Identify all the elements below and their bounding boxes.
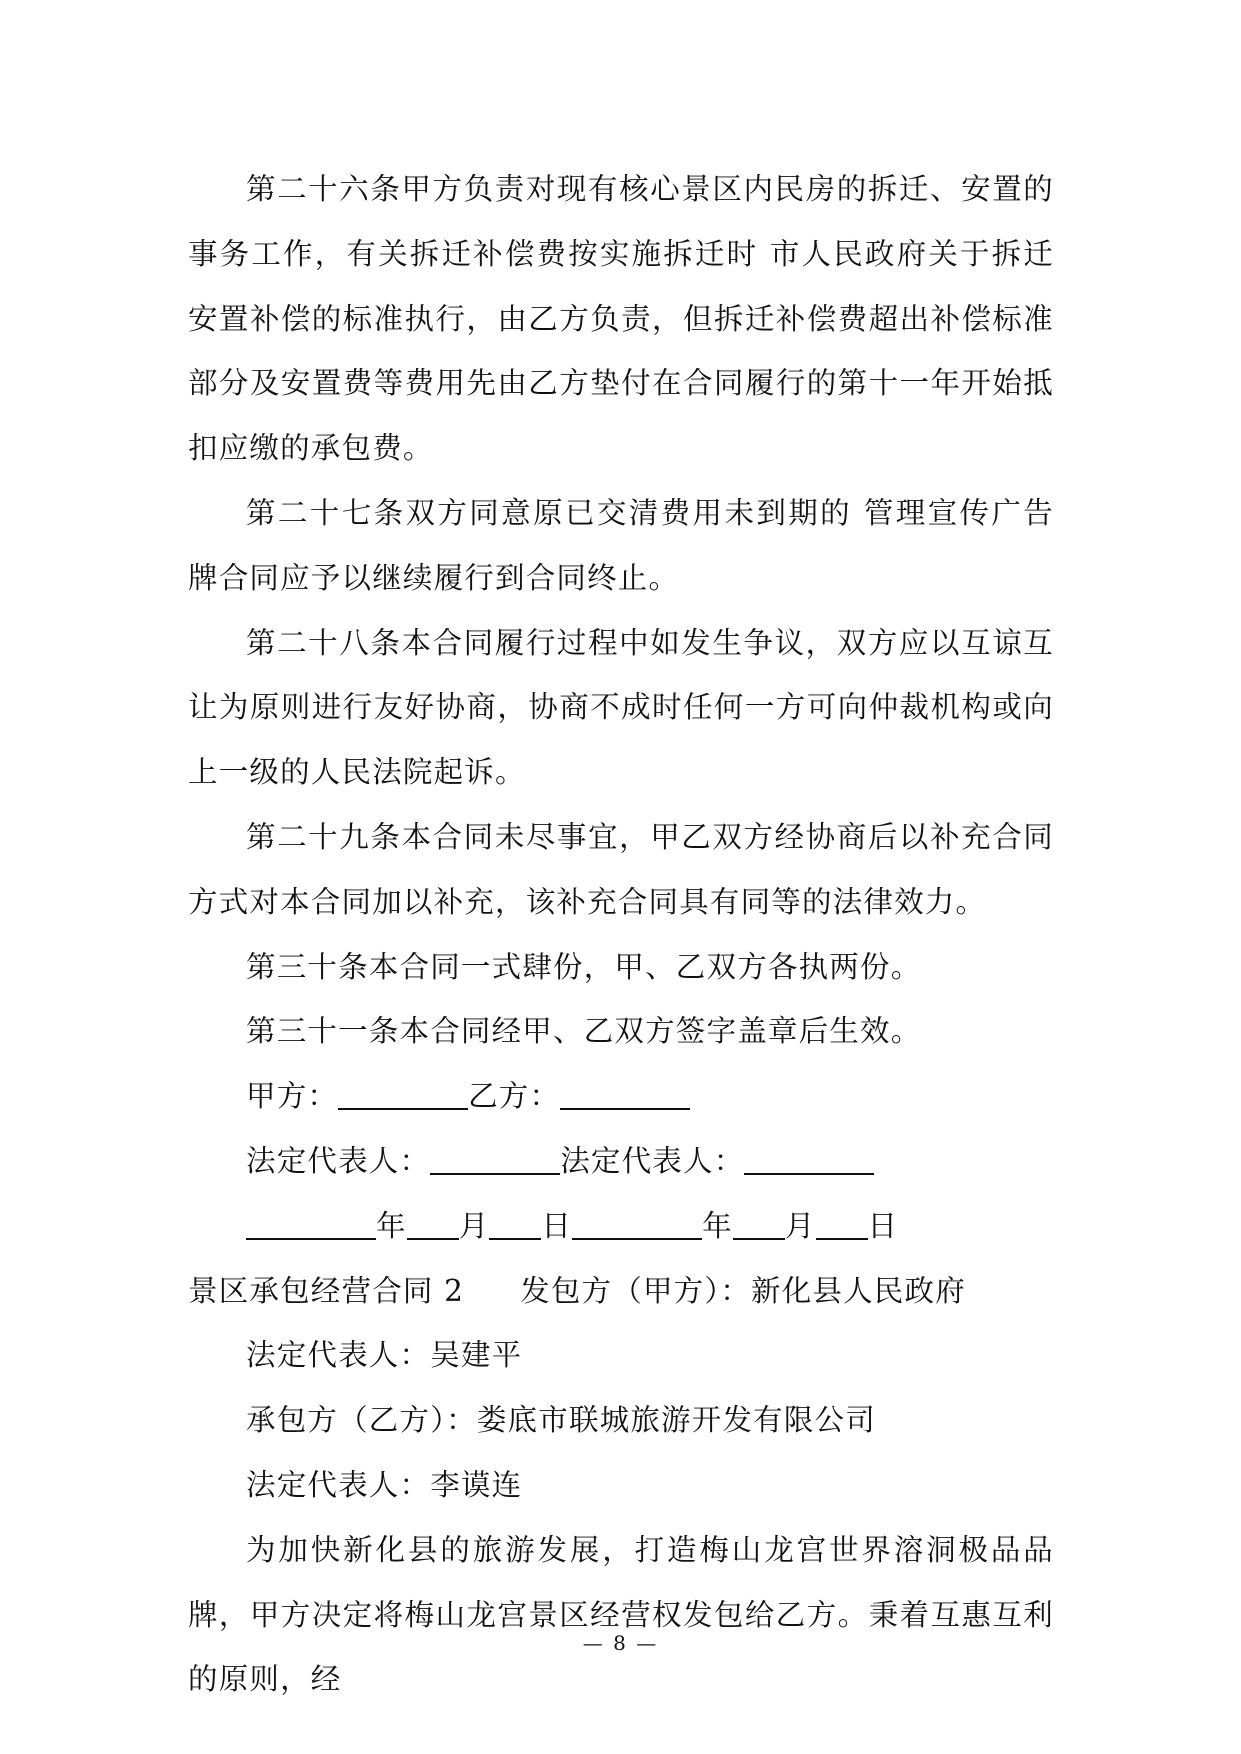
date-b-year-blank xyxy=(572,1208,702,1240)
article-29: 第二十九条本合同未尽事宜，甲乙双方经协商后以补充合同方式对本合同加以补充，该补充合同具有同等的法律效力。 xyxy=(188,819,1054,919)
date-b-month-label: 月 xyxy=(784,1208,816,1243)
date-b-day-label: 日 xyxy=(867,1208,899,1243)
date-a-month-label: 月 xyxy=(458,1208,490,1243)
party-b-label: 乙方： xyxy=(468,1079,561,1114)
rep-b-label: 法定代表人： xyxy=(560,1143,745,1178)
contract2-issuer-rep: 法定代表人：吴建平 xyxy=(246,1338,523,1373)
date-b-day-blank xyxy=(816,1208,868,1240)
party-a-blank xyxy=(338,1079,468,1111)
date-b-year-label: 年 xyxy=(702,1208,733,1243)
date-line xyxy=(188,1194,1054,1259)
article-26: 第二十六条甲方负责对现有核心景区内民房的拆迁、安置的事务工作，有关拆迁补偿费按实施拆迁时 市人民政府关于拆迁安置补偿的标准执行，由乙方负责，但拆迁补偿费超出补偿标准部分及安置费等费用先由乙方垫付在合同履行的第十一年开始抵扣应缴的承包费。 xyxy=(188,172,1054,466)
article-30: 第三十条本合同一式肆份，甲、乙双方各执两份。 xyxy=(246,949,922,984)
page-number: — 8 — xyxy=(582,1631,659,1655)
document-body xyxy=(188,157,1054,1712)
date-a-day-blank xyxy=(489,1208,541,1240)
party-a-label: 甲方： xyxy=(246,1079,339,1114)
contract2-contractor-rep: 法定代表人：李谟连 xyxy=(246,1467,523,1502)
article-28: 第二十八条本合同履行过程中如发生争议，双方应以互谅互让为原则进行友好协商，协商不成时任何一方可向仲裁机构或向上一级的人民法院起诉。 xyxy=(188,625,1054,790)
contract2-title: 景区承包经营合同 2 xyxy=(188,1273,465,1308)
date-a-month-blank xyxy=(407,1208,459,1240)
party-signature-line xyxy=(188,1064,1054,1129)
rep-a-blank xyxy=(430,1143,560,1175)
representative-signature-line xyxy=(188,1129,1054,1194)
contract2-contractor: 承包方（乙方）：娄底市联城旅游开发有限公司 xyxy=(246,1403,876,1438)
rep-b-blank xyxy=(744,1143,874,1175)
article-27: 第二十七条双方同意原已交清费用未到期的 管理宣传广告牌合同应予以继续履行到合同终止。 xyxy=(188,495,1054,595)
date-a-year-blank xyxy=(246,1208,376,1240)
contract2-heading-line xyxy=(188,1259,1054,1324)
party-b-blank xyxy=(560,1079,690,1111)
contract2-issuer: 发包方（甲方）：新化县人民政府 xyxy=(520,1273,966,1308)
rep-a-label: 法定代表人： xyxy=(246,1143,431,1178)
date-a-year-label: 年 xyxy=(376,1208,407,1243)
date-a-day-label: 日 xyxy=(541,1208,573,1243)
contract2-intro: 为加快新化县的旅游发展，打造梅山龙宫世界溶洞极品品牌，甲方决定将梅山龙宫景区经营权发包给乙方。秉着互惠互利的原则，经 xyxy=(188,1532,1054,1697)
article-31: 第三十一条本合同经甲、乙双方签字盖章后生效。 xyxy=(246,1014,922,1049)
date-b-month-blank xyxy=(733,1208,785,1240)
